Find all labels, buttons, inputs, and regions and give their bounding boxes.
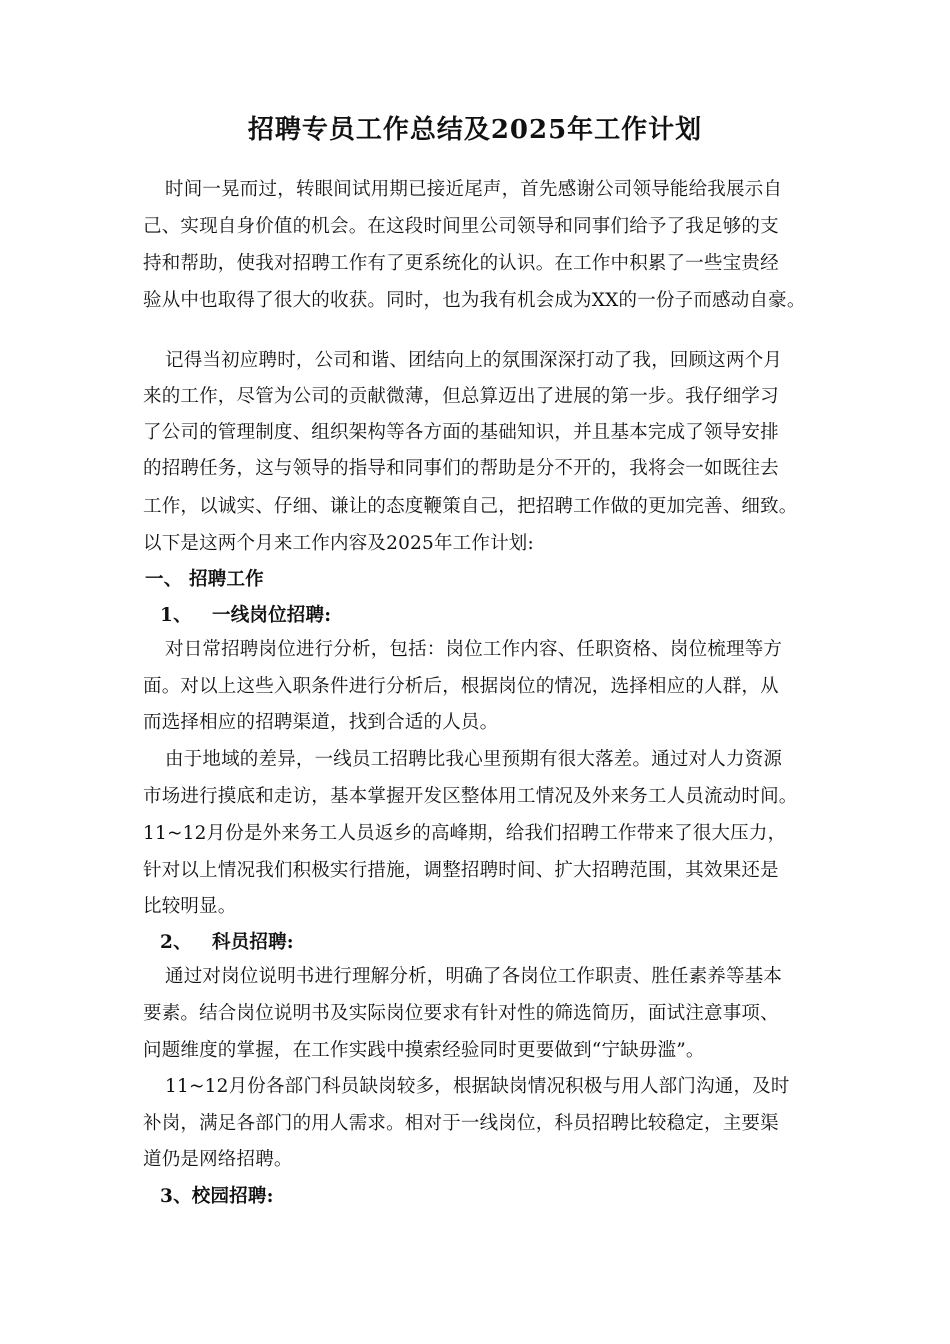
- paragraph-line: 道仍是网络招聘。: [143, 1149, 293, 1170]
- section-heading: 一、 招聘工作: [145, 569, 264, 590]
- paragraph-line: 时间一晃而过，转眼间试用期已接近尾声，首先感谢公司领导能给我展示自: [165, 179, 783, 200]
- paragraph-line: 对日常招聘岗位进行分析，包括：岗位工作内容、任职资格、岗位梳理等方: [165, 639, 783, 660]
- subsection-heading: [160, 929, 294, 957]
- paragraph-line: 问题维度的掌握，在工作实践中摸索经验同时更要做到“宁缺毋滥”。: [143, 1040, 705, 1061]
- paragraph-line: 以下是这两个月来工作内容及2025年工作计划:: [143, 533, 534, 554]
- paragraph-line: 要素。结合岗位说明书及实际岗位要求有针对性的筛选简历，面试注意事项、: [143, 1003, 779, 1024]
- paragraph-line: 补岗，满足各部门的用人需求。相对于一线岗位，科员招聘比较稳定，主要渠: [143, 1113, 779, 1134]
- paragraph-line: 的招聘任务，这与领导的指导和同事们的帮助是分不开的，我将会一如既往去: [143, 458, 779, 479]
- subsection-title: 一线岗位招聘:: [212, 605, 332, 626]
- subsection-number: 1、: [160, 605, 192, 626]
- subsection-title: 科员招聘:: [212, 932, 294, 953]
- paragraph-line: 来的工作，尽管为公司的贡献微薄，但总算迈出了进展的第一步。我仔细学习: [143, 386, 779, 407]
- paragraph-line: 由于地域的差异，一线员工招聘比我心里预期有很大落差。通过对人力资源: [165, 749, 783, 770]
- paragraph-line: 持和帮助，使我对招聘工作有了更系统化的认识。在工作中积累了一些宝贵经: [143, 253, 779, 274]
- subsection-number: 2、: [160, 932, 192, 953]
- paragraph-line: 工作，以诚实、仔细、谦让的态度鞭策自己，把招聘工作做的更加完善、细致。: [143, 496, 798, 517]
- paragraph-line: 通过对岗位说明书进行理解分析，明确了各岗位工作职责、胜任素养等基本: [165, 966, 783, 987]
- paragraph-line: 面。对以上这些入职条件进行分析后，根据岗位的情况，选择相应的人群，从: [143, 676, 779, 697]
- paragraph-line: 11~12月份是外来务工人员返乡的高峰期，给我们招聘工作带来了很大压力，: [143, 823, 787, 844]
- paragraph-line: 市场进行摸底和走访，基本掌握开发区整体用工情况及外来务工人员流动时间。: [143, 786, 798, 807]
- paragraph-line: 记得当初应聘时，公司和谐、团结向上的氛围深深打动了我，回顾这两个月: [165, 350, 783, 371]
- paragraph-line: 而选择相应的招聘渠道，找到合适的人员。: [143, 712, 499, 733]
- paragraph-line: 验从中也取得了很大的收获。同时，也为我有机会成为XX的一份子而感动自豪。: [143, 290, 806, 311]
- paragraph-line: 针对以上情况我们积极实行措施，调整招聘时间、扩大招聘范围，其效果还是: [143, 860, 779, 881]
- subsection-heading: 3、校园招聘:: [160, 1186, 274, 1207]
- subsection-heading: [160, 602, 331, 630]
- paragraph-line: 己、实现自身价值的机会。在这段时间里公司领导和同事们给予了我足够的支: [143, 216, 779, 237]
- paragraph-line: 了公司的管理制度、组织架构等各方面的基础知识，并且基本完成了领导安排: [143, 422, 779, 443]
- document-title: 招聘专员工作总结及2025年工作计划: [247, 115, 703, 145]
- paragraph-line: 11~12月份各部门科员缺岗较多，根据缺岗情况积极与用人部门沟通，及时: [165, 1076, 790, 1097]
- paragraph-line: 比较明显。: [143, 896, 237, 917]
